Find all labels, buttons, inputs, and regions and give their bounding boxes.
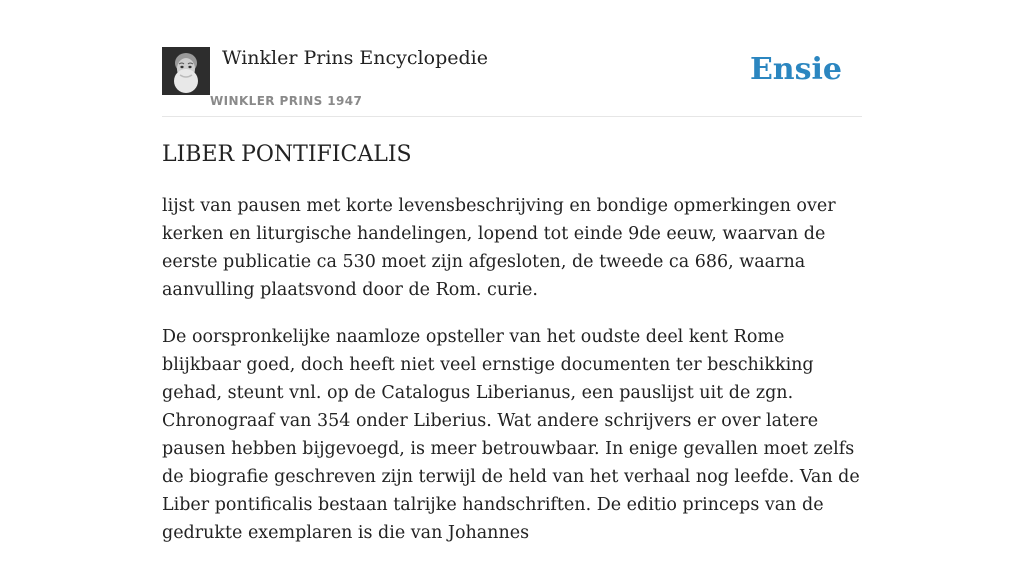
article-paragraph: De oorspronkelijke naamloze opsteller van het oudste deel kent Rome blijkbaar goed, doch heeft niet veel ernstige documenten ter beschikking gehad, steunt vnl. op de Catalogus Liberianus, een pauslijst uit de zgn. Chronograaf van 354 onder Liberius. Wat andere schrijvers er over latere pausen hebben bijgevoegd, is meer betrouwbaar. In enige gevallen moet zelfs de biografie geschreven zijn terwijl de held van het verhaal nog leefde. Van de Liber pontificalis bestaan talrijke handschriften. De editio princeps van de gedrukte exemplaren is die van Johannes xyxy=(162,327,860,543)
article-title: LIBER PONTIFICALIS xyxy=(162,142,412,167)
edition-label: WINKLER PRINS 1947 xyxy=(210,94,363,108)
site-name[interactable]: Winkler Prins Encyclopedie xyxy=(222,47,488,69)
avatar[interactable] xyxy=(162,47,210,95)
site-header xyxy=(162,46,862,117)
bearded-man-portrait-icon xyxy=(162,47,210,95)
article-paragraph: lijst van pausen met korte levensbeschrijving en bondige opmerkingen over kerken en liturgische handelingen, lopend tot einde 9de eeuw, waarvan de eerste publicatie ca 530 moet zijn afgesloten, de tweede ca 686, waarna aanvulling plaatsvond door de Rom. curie. xyxy=(162,196,836,300)
article-body xyxy=(162,192,864,566)
brand-logo[interactable]: Ensie xyxy=(749,52,842,87)
